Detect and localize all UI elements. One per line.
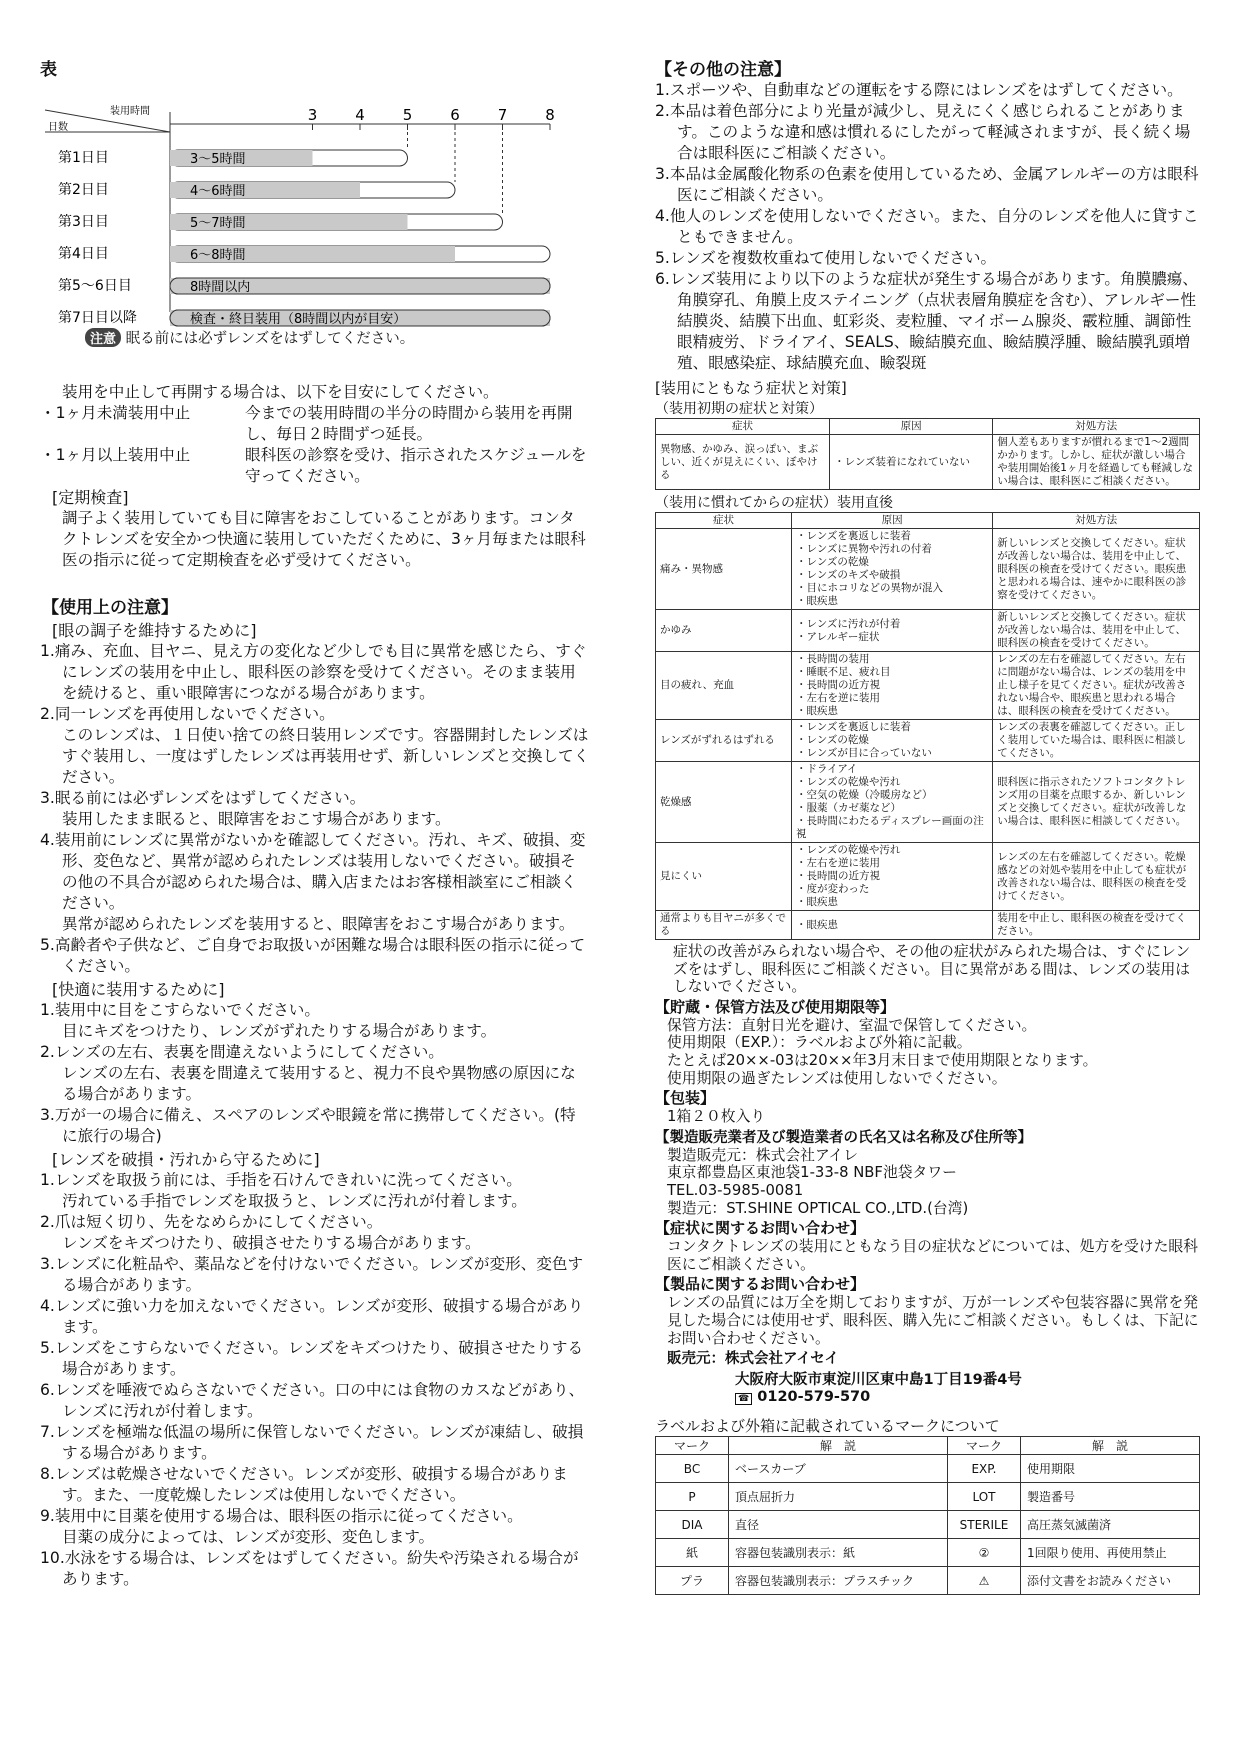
list-subtext: 装用したまま眠ると、眼障害をおこす場合があります。 [62,810,451,828]
mark-cell: P [656,1483,729,1511]
list-text: 眠る前には必ずレンズをはずしてください。 [54,789,366,807]
tick-label: 7 [497,106,508,124]
maker-line: 製造販売元：株式会社アイレ [667,1146,859,1164]
mark-desc-cell: 製造番号 [1020,1483,1199,1511]
list-number: 1. [40,1001,55,1019]
list-subtext: このレンズは、１日使い捨ての終日装用レンズです。容器開封したレンズはすぐ装用し、一度はずしたレンズは再装用せず、新しいレンズと交換してください。 [62,726,590,786]
cause-list [796,618,988,644]
maker-title: 【製造販売業者及び製造業者の氏名又は名称及び住所等】 [655,1129,1032,1146]
mark-cell: ② [947,1539,1020,1567]
cause-item: ・ レンズが目に合っていない [796,747,988,760]
table-row [656,843,1200,911]
list-text: レンズを複数枚重ねて使用しないでください。 [669,249,997,267]
list-text: 水泳をする場合は、レンズをはずしてください。紛失や汚染される場合があります。 [62,1549,579,1588]
tick-label: 8 [545,106,555,124]
list-text: レンズを取扱う前には、手指を石けんできれいに洗ってください。 [54,1171,522,1189]
mark-desc-cell: 高圧蒸気滅菌済 [1020,1511,1199,1539]
list-number: 1. [40,642,55,660]
symptom-cell: 異物感、かゆみ、涙っぽい、まぶしい、近くが見えにくい、ぼやける [656,435,830,490]
cause-item: ・ 左右を逆に装用 [796,857,988,870]
col-cause: 原因 [830,419,993,435]
bar-label: 3～5時間 [190,152,246,167]
action-cell: レンズの表裏を確認してください。正しく装用していた場合は、眼科医に相談してください。 [993,720,1200,762]
usage-item [40,1380,590,1422]
list-text: 同一レンズを再使用しないでください。 [54,705,335,723]
inq1-text: コンタクトレンズの装用にともなう目の症状などについては、処方を受けた眼科医にご相談ください。 [667,1238,1198,1273]
schedule-table [40,55,590,325]
later-symptom-table [655,512,1200,940]
mark-cell: ⚠ [947,1567,1020,1595]
inq2-title: 【製品に関するお問い合わせ】 [655,1275,866,1294]
other-item [655,101,1200,164]
inq2-text: レンズの品質には万全を期しておりますが、万が一レンズや包装容器に異常を発見した場合には使用せず、眼科医、購入先にご相談ください。もしくは、下記にお問い合わせください。 [667,1294,1199,1347]
header-time: 装用時間 [110,106,150,117]
list-subtext: レンズの左右、表裏を間違えて装用すると、視力不良や異物感の原因になる場合があります。 [62,1064,576,1103]
cause-list [796,763,988,841]
checkup-text: 調子よく装用していても目に障害をおこしていることがあります。コンタクトレンズを安全かつ快適に装用していただくために、3ヶ月毎または眼科医の指示に従って定期検査を必ず受けてください。 [62,509,586,569]
symptom-cell: 痛み・異物感 [656,529,792,610]
cause-cell [792,911,993,940]
seller-tel [655,1389,1200,1405]
symptoms-sub-1: （装用初期の症状と対策） [655,401,823,417]
day-label: 第3日目 [58,214,109,230]
cause-list [834,456,988,469]
mark-cell: EXP. [947,1455,1020,1483]
action-cell: 新しいレンズと交換してください。症状が改善しない場合は、装用を中止して、眼科医の検査を受けてください。眼疾患と思われる場合は、速やかに眼科医の診察を受けてください。 [993,529,1200,610]
usage-sub-1: [眼の調子を維持するために] [52,621,257,640]
cause-item: ・ 服薬（カゼ薬など） [796,802,988,815]
desc-col-2: 解 説 [1020,1437,1199,1455]
cause-list [796,721,988,760]
list-text: スポーツや、自動車などの運転をする際にはレンズをはずしてください。 [669,81,1183,99]
cause-item: ・ ドライアイ [796,763,988,776]
resume-section [40,382,590,487]
list-text: 本品は金属酸化物系の色素を使用しているため、金属アレルギーの方は眼科医にご相談ください。 [669,165,1199,204]
schedule-chart [40,82,560,327]
list-text: レンズ装用により以下のような症状が発生する場合があります。角膜膿瘍、角膜穿孔、角膜上皮ステイニング（点状表層角膜症を含む）、アレルギー性結膜炎、結膜下出血、虹彩炎、麦粒腫、マイボーム腺炎、霰粒腫、調節性眼精疲労、ドライアイ、SEALS、瞼結膜充血、瞼結膜浮腫、瞼結膜乳頭増殖、眼感染症、球結膜充血、瞼裂斑 [669,270,1198,372]
cause-item: ・ 睡眠不足、疲れ目 [796,666,988,679]
right-column [655,55,1200,1595]
initial-symptom-table [655,418,1200,490]
day-label: 第2日目 [58,182,109,198]
bar-label: 8時間以内 [190,280,251,295]
usage-item [40,1212,590,1254]
cause-item: ・ 長時間にわたるディスプレー画面の注視 [796,815,988,841]
storage-line: 使用期限の過ぎたレンズは使用しないでください。 [667,1069,1007,1087]
table-row [656,1483,1200,1511]
list-subtext: レンズをキズつけたり、破損させたりする場合があります。 [62,1234,481,1252]
cause-list [796,844,988,909]
usage-item [40,1464,590,1506]
symptom-cell: 通常よりも目ヤニが多くでる [656,911,792,940]
col-symptom-2: 症状 [656,513,792,529]
list-number: 7. [40,1423,55,1441]
tick-label: 5 [402,106,413,124]
storage-title: 【貯蔵・保管方法及び使用期限等】 [655,997,896,1016]
usage-sub-3: [レンズを破損・汚れから守るために] [52,1150,320,1169]
storage-line: 保管方法：直射日光を避け、室温で保管してください。 [667,1016,1037,1034]
cause-item: ・ レンズのキズや破損 [796,569,988,582]
cause-list [796,530,988,608]
seller-tel-number: 0120-579-570 [757,1389,871,1406]
desc-col-1: 解 説 [729,1437,948,1455]
cause-cell [792,529,993,610]
action-cell: 個人差もありますが慣れるまで1～2週間かかります。しかし、症状が激しい場合や装用開始後1ヶ月を経過しても軽減しない場合は、眼科医にご相談ください。 [993,435,1200,490]
other-list [655,80,1200,374]
table-row [656,762,1200,843]
list-text: レンズは乾燥させないでください。レンズが変形、破損する場合があります。また、一度乾燥したレンズは使用しないでください。 [54,1465,568,1504]
action-cell: レンズの左右を確認してください。左右に問題がない場合は、レンズの装用を中止し様子を見てください。症状が改善されない場合や、眼疾患と思われる場合は、眼科医の検査を受けてください。 [993,652,1200,720]
cause-item: ・ レンズを裏返しに装着 [796,530,988,543]
list-text: 万が一の場合に備え、スペアのレンズや眼鏡を常に携帯してください。(特に旅行の場合) [54,1106,576,1145]
list-number: 5. [40,1339,55,1357]
table-row [656,720,1200,762]
storage-line: たとえば20××-03は20××年3月末日まで使用期限となります。 [667,1051,1098,1069]
usage-item [40,1000,590,1042]
cause-item: ・ 眼疾患 [796,705,988,718]
mark-desc-cell: 容器包装識別表示：プラスチック [729,1567,948,1595]
day-label: 第1日目 [58,150,109,166]
usage-list-3 [40,1170,590,1590]
list-text: 痛み、充血、目ヤニ、見え方の変化など少しでも目に異常を感じたら、すぐにレンズの装用を中止し、眼科医の診察を受けてください。そのまま装用を続けると、重い眼障害につながる場合があります。 [54,642,587,702]
list-number: 6. [40,1381,55,1399]
list-text: レンズに化粧品や、薬品などを付けないでください。レンズが変形、変色する場合があります。 [54,1255,584,1294]
maker-line: 東京都豊島区東池袋1-33-8 NBF池袋タワー [667,1164,957,1182]
caution-badge: 注意 [85,328,121,347]
list-text: 他人のレンズを使用しないでください。また、自分のレンズを他人に貸すこともできません。 [669,207,1199,246]
cause-item: ・ 長時間の近方視 [796,870,988,883]
cause-item: ・ 長時間の近方視 [796,679,988,692]
list-number: 3. [40,789,55,807]
usage-list-1 [40,641,590,977]
table-row [656,529,1200,610]
mark-col-2: マーク [947,1437,1020,1455]
mark-desc-cell: ベースカーブ [729,1455,948,1483]
col-symptom: 症状 [656,419,830,435]
list-text: 装用中に目をこすらないでください。 [54,1001,320,1019]
day-label: 第5～6日目 [58,278,132,294]
usage-item [40,1254,590,1296]
bar-label: 5～7時間 [190,216,246,231]
list-text: レンズをこすらないでください。レンズをキズつけたり、破損させたりする場合があります。 [54,1339,584,1378]
cause-cell [792,610,993,652]
action-cell: 新しいレンズと交換してください。症状が改善しない場合は、装用を中止して、眼科医の検査を受けてください。 [993,610,1200,652]
cause-item: ・ 度が変わった [796,883,988,896]
mark-cell: DIA [656,1511,729,1539]
usage-item [40,935,590,977]
col-cause-2: 原因 [792,513,993,529]
usage-item [40,830,590,935]
mark-desc-cell: 直径 [729,1511,948,1539]
list-number: 3. [655,165,670,183]
action-cell: レンズの左右を確認してください。乾燥感などの対処や装用を中止しても症状が改善されない場合は、眼科医の検査を受けてください。 [993,843,1200,911]
mark-cell: STERILE [947,1511,1020,1539]
list-number: 3. [40,1255,55,1273]
cause-item: ・ 眼疾患 [796,595,988,608]
list-number: 5. [655,249,670,267]
usage-title: 【使用上の注意】 [42,598,178,618]
usage-item [40,1296,590,1338]
table-row [656,1455,1200,1483]
resume-key-2: ・1ヶ月以上装用中止 [40,446,191,464]
symptoms-sub-2: （装用に慣れてからの症状）装用直後 [655,495,893,511]
table-row [656,1567,1200,1595]
cause-cell [792,720,993,762]
mark-desc-cell: 頂点屈折力 [729,1483,948,1511]
list-text: 装用中に目薬を使用する場合は、眼科医の指示に従ってください。 [54,1507,523,1525]
cause-cell [830,435,993,490]
list-number: 2. [40,1043,55,1061]
list-number: 3. [40,1106,55,1124]
cause-item: ・ レンズの乾燥 [796,556,988,569]
list-text: 本品は着色部分により光量が減少し、見えにくく感じられることがあります。このような違和感は慣れるにしたがって軽減されますが、長く続く場合は眼科医にご相談ください。 [669,102,1191,162]
storage-line: 使用期限（EXP.）：ラベルおよび外箱に記載。 [667,1034,972,1052]
table-row [656,435,1200,490]
maker-line: TEL.03-5985-0081 [667,1181,804,1199]
usage-item [40,1548,590,1590]
cause-item: ・ レンズを裏返しに装着 [796,721,988,734]
list-number: 6. [655,270,670,288]
checkup-section [40,487,590,571]
action-cell: 装用を中止し、眼科医の検査を受けてください。 [993,911,1200,940]
checkup-title: [定期検査] [52,488,129,507]
cause-item: ・ 眼疾患 [796,896,988,909]
usage-item [40,704,590,788]
mark-desc-cell: 使用期限 [1020,1455,1199,1483]
cause-cell [792,652,993,720]
action-cell: 眼科医に指示されたソフトコンタクトレンズ用の目薬を点眼するか、新しいレンズと交換してください。症状が改善しない場合は、眼科医に相談してください。 [993,762,1200,843]
symptom-cell: レンズがずれるはずれる [656,720,792,762]
cause-cell [792,762,993,843]
bar-label: 検査・終日装用（8時間以内が目安） [190,312,407,327]
symptom-cell: 見にくい [656,843,792,911]
list-subtext: 目薬の成分によっては、レンズが変形、変色します。 [62,1528,435,1546]
free-dial-icon: ☎ [735,1393,752,1405]
symptom-cell: かゆみ [656,610,792,652]
maker-line: 製造元：ST.SHINE OPTICAL CO.,LTD.(台湾) [667,1199,969,1217]
col-action: 対処方法 [993,419,1200,435]
list-number: 2. [40,705,55,723]
list-text: 装用前にレンズに異常がないかを確認してください。汚れ、キズ、破損、変形、変色など、異常が認められたレンズは装用しないでください。破損その他の不具合が認められた場合は、購入店またはお客様相談室にご相談ください。 [54,831,586,912]
other-item [655,206,1200,248]
storage-lines [655,1017,1200,1087]
list-text: レンズを唾液でぬらさないでください。口の中には食物のカスなどがあり、レンズに汚れが付着します。 [54,1381,585,1420]
sleep-note-text: 眠る前には必ずレンズをはずしてください。 [125,331,415,347]
table-row [656,610,1200,652]
usage-item [40,1422,590,1464]
usage-section [40,593,590,1590]
seller-address: 大阪府大阪市東淀川区東中島1丁目19番4号 [735,1372,1022,1389]
list-number: 2. [40,1213,55,1231]
list-number: 5. [40,936,55,954]
cause-list [796,653,988,718]
mark-cell: BC [656,1455,729,1483]
mark-desc-cell: 添付文書をお読みください [1020,1567,1199,1595]
list-subtext: 目にキズをつけたり、レンズがずれたりする場合があります。 [62,1022,497,1040]
sleep-note [85,327,590,348]
list-text: レンズの左右、表裏を間違えないようにしてください。 [54,1043,444,1061]
package-title: 【包装】 [655,1089,716,1108]
mark-col-1: マーク [656,1437,729,1455]
other-item [655,269,1200,374]
cause-item: ・ レンズに異物や汚れの付着 [796,543,988,556]
usage-item [40,1338,590,1380]
usage-item [40,1506,590,1548]
list-number: 1. [655,81,670,99]
usage-item [40,788,590,830]
bar-label: 6～8時間 [190,248,246,263]
tick-label: 3 [307,106,318,124]
list-text: 爪は短く切り、先をなめらかにしてください。 [54,1213,383,1231]
package-text: 1箱２０枚入り [667,1108,766,1126]
resume-intro: 装用を中止して再開する場合は、以下を目安にしてください。 [62,383,499,401]
left-column [40,55,590,1590]
resume-val-2: 眼科医の診察を受け、指示されたスケジュールを守ってください。 [245,446,587,485]
list-text: 高齢者や子供など、ご自身でお取扱いが困難な場合は眼科医の指示に従ってください。 [54,936,586,975]
list-number: 1. [40,1171,55,1189]
cause-cell [792,843,993,911]
list-number: 4. [655,207,670,225]
usage-item [40,1170,590,1212]
table-row [656,911,1200,940]
usage-item [40,1042,590,1105]
cause-item: ・ 空気の乾燥（冷暖房など） [796,789,988,802]
cause-item: ・ レンズの乾燥や汚れ [796,844,988,857]
marks-table [655,1436,1200,1595]
table-title: 表 [40,60,57,80]
table-row [656,1539,1200,1567]
list-text: レンズを極端な低温の場所に保管しないでください。レンズが凍結し、破損する場合があります。 [54,1423,584,1462]
inq1-title: 【症状に関するお問い合わせ】 [655,1219,866,1238]
marks-title: ラベルおよび外箱に記載されているマークについて [655,1417,1000,1436]
list-subtext: 異常が認められたレンズを装用すると、眼障害をおこす場合があります。 [62,915,575,933]
tick-label: 4 [355,106,365,124]
cause-item: ・ レンズ装着になれていない [834,456,988,469]
seller-label: 販売元：株式会社アイセイ [667,1351,839,1368]
cause-item: ・ レンズに汚れが付着 [796,618,988,631]
other-item [655,164,1200,206]
day-label: 第7日目以降 [58,310,137,326]
mark-cell: LOT [947,1483,1020,1511]
other-title: 【その他の注意】 [655,60,791,80]
list-number: 4. [40,1297,55,1315]
symptoms-after: 症状の改善がみられない場合や、その他の症状がみられた場合は、すぐにレンズをはずし、眼科医にご相談ください。目に異常がある間は、レンズの装用はしないでください。 [673,943,1191,996]
other-item [655,248,1200,269]
resume-key-1: ・1ヶ月未満装用中止 [40,404,191,422]
table-row [656,1511,1200,1539]
cause-list [796,919,988,932]
tick-label: 6 [450,106,460,124]
list-number: 2. [655,102,670,120]
mark-cell: 紙 [656,1539,729,1567]
cause-item: ・ 長時間の装用 [796,653,988,666]
table-row [656,652,1200,720]
symptom-cell: 乾燥感 [656,762,792,843]
list-subtext: 汚れている手指でレンズを取扱うと、レンズに汚れが付着します。 [62,1192,527,1210]
cause-item: ・ 目にホコリなどの異物が混入 [796,582,988,595]
usage-list-2 [40,1000,590,1147]
header-days: 日数 [48,122,68,133]
day-label: 第4日目 [58,246,109,262]
other-item [655,80,1200,101]
symptom-cell: 目の疲れ、充血 [656,652,792,720]
maker-lines [655,1147,1200,1217]
mark-cell: プラ [656,1567,729,1595]
cause-item: ・ 眼疾患 [796,919,988,932]
usage-sub-2: [快適に装用するために] [52,980,225,999]
col-action-2: 対処方法 [993,513,1200,529]
list-number: 9. [40,1507,55,1525]
cause-item: ・ アレルギー症状 [796,631,988,644]
list-number: 4. [40,831,55,849]
mark-desc-cell: 容器包装識別表示：紙 [729,1539,948,1567]
symptoms-title: [装用にともなう症状と対策] [655,379,847,397]
mark-desc-cell: 1回限り使用、再使用禁止 [1020,1539,1199,1567]
cause-item: ・ レンズの乾燥 [796,734,988,747]
resume-val-1: 今までの装用時間の半分の時間から装用を再開し、毎日２時間ずつ延長。 [245,404,573,443]
cause-item: ・ 左右を逆に装用 [796,692,988,705]
cause-item: ・ レンズの乾燥や汚れ [796,776,988,789]
bar-label: 4～6時間 [190,184,246,199]
list-number: 8. [40,1465,55,1483]
list-number: 10. [40,1549,65,1567]
usage-item [40,641,590,704]
list-text: レンズに強い力を加えないでください。レンズが変形、破損する場合があります。 [54,1297,584,1336]
usage-item [40,1105,590,1147]
